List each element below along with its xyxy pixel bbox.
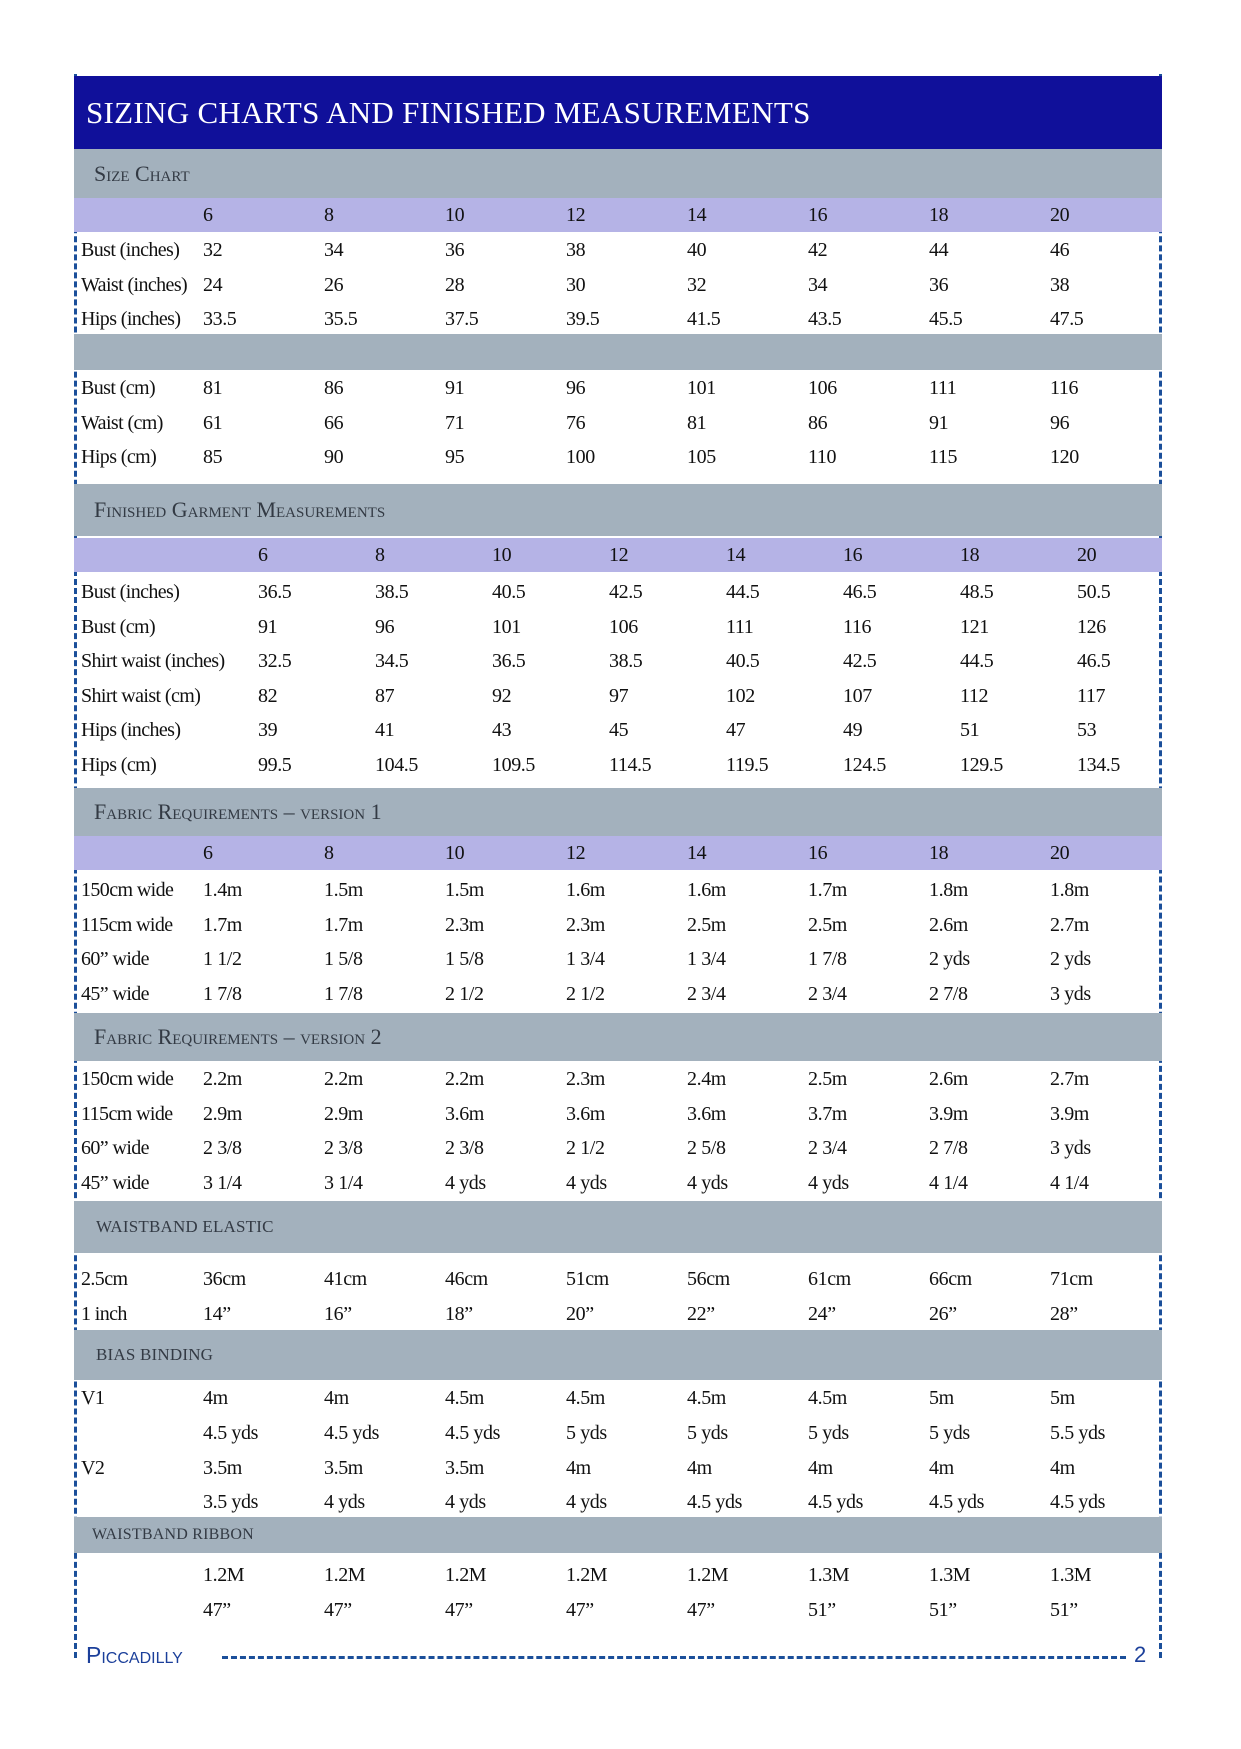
bias-binding-row-cell: 4.5m (445, 1387, 484, 1409)
finished-row-cell: 124.5 (843, 754, 887, 776)
bias-binding-row-cell: 5.5 yds (1050, 1421, 1105, 1444)
bias-binding-row-cell: 4.5 yds (929, 1491, 984, 1514)
waistband-ribbon-row-cell: 51” (808, 1598, 836, 1621)
bias-binding-row-cell: 5m (1050, 1387, 1075, 1409)
fabric-v1-row-cell: 2 1/2 (445, 982, 484, 1005)
fabric-v2-row-cell: 4 yds (566, 1171, 607, 1194)
size-chart-row-cell: 32 (203, 239, 223, 261)
bias-binding-row-cell: 4.5 yds (687, 1491, 742, 1514)
footer-brand: Piccadilly (86, 1642, 183, 1668)
fabric-v1-row-cell: 2.5m (687, 913, 726, 936)
fabric-v1-row-cell: 2 yds (929, 948, 970, 970)
size-chart-row-cell: 45.5 (929, 308, 963, 330)
fabric-v2-row-cell: 2.9m (324, 1102, 363, 1125)
size-chart-row-cell: 38 (566, 239, 586, 261)
bias-binding-row-cell: 4m (1050, 1456, 1075, 1479)
finished-row-cell: 38.5 (375, 581, 409, 603)
finished-row-cell: 111 (726, 615, 754, 638)
waistband-elastic-row-cell: 18” (445, 1302, 473, 1325)
size-header-cell: 18 (929, 842, 949, 864)
fabric-v2-row-cell: 2.5m (808, 1068, 847, 1090)
size-header-cell: 10 (445, 204, 465, 226)
waistband-elastic-row-cell: 26” (929, 1302, 957, 1325)
size-header-cell: 18 (960, 544, 980, 566)
waistband-ribbon-row-cell: 51” (929, 1598, 957, 1621)
finished-row-cell: 97 (609, 684, 629, 707)
size-chart-row-cell: 106 (808, 377, 837, 399)
finished-row-cell: 46.5 (843, 581, 877, 603)
fabric-v2-row-label: 150cm wide (81, 1068, 174, 1090)
size-header-cell: 6 (203, 842, 213, 864)
section-fabric-v1: Fabric Requirements – version 1 (74, 788, 1162, 836)
finished-row-cell: 44.5 (960, 650, 994, 673)
size-chart-row-cell: 95 (445, 446, 465, 468)
section-waistband-ribbon: WAISTBAND RIBBON (74, 1517, 1162, 1553)
fabric-v1-row-cell: 2.5m (808, 913, 847, 936)
waistband-ribbon-row-cell: 1.3M (929, 1564, 971, 1586)
size-chart-row-cell: 71 (445, 411, 465, 434)
bias-binding-row-cell: 4m (808, 1456, 833, 1479)
bias-binding-row-cell: 4m (929, 1456, 954, 1479)
fabric-v2-row-cell: 2.9m (203, 1102, 242, 1125)
finished-row-cell: 47 (726, 719, 746, 742)
size-chart-row-cell: 111 (929, 377, 957, 399)
fabric-v2-row-cell: 2 1/2 (566, 1137, 605, 1159)
finished-row-cell: 102 (726, 684, 755, 707)
fabric-v1-row-cell: 1.7m (324, 913, 363, 936)
size-header-cell: 12 (609, 544, 629, 566)
section-finished-measurements: Finished Garment Measurements (74, 484, 1162, 536)
finished-row-cell: 34.5 (375, 650, 409, 673)
bias-binding-row-cell: 4.5 yds (1050, 1491, 1105, 1514)
size-chart-row-cell: 120 (1050, 446, 1079, 468)
waistband-elastic-row-label: 1 inch (81, 1302, 127, 1325)
fabric-v2-row-cell: 4 yds (808, 1171, 849, 1194)
fabric-v1-row-cell: 2 3/4 (808, 982, 847, 1005)
finished-row-cell: 46.5 (1077, 650, 1111, 673)
size-chart-row-cell: 85 (203, 446, 223, 468)
bias-binding-row-cell: 5 yds (566, 1421, 607, 1444)
size-chart-row-cell: 26 (324, 273, 344, 296)
size-header-cell: 12 (566, 204, 586, 226)
finished-row-cell: 119.5 (726, 754, 769, 776)
bias-binding-row-cell: 5 yds (929, 1421, 970, 1444)
section-fabric-v2: Fabric Requirements – version 2 (74, 1013, 1162, 1061)
bias-binding-row-cell: 4m (566, 1456, 591, 1479)
size-chart-row-cell: 76 (566, 411, 586, 434)
size-chart-row-cell: 81 (203, 377, 223, 399)
size-chart-row-label: Bust (inches) (81, 239, 180, 261)
fabric-v1-row-cell: 2 yds (1050, 948, 1091, 970)
bias-binding-row-cell: 5 yds (687, 1421, 728, 1444)
bias-binding-row-cell: 4 yds (445, 1491, 486, 1514)
section-waistband-elastic: WAISTBAND ELASTIC (74, 1201, 1162, 1253)
finished-row-cell: 53 (1077, 719, 1097, 742)
size-chart-row-cell: 86 (324, 377, 344, 399)
bias-binding-row-cell: 4.5 yds (808, 1491, 863, 1514)
size-header-cell: 20 (1050, 204, 1070, 226)
size-chart-row-cell: 96 (566, 377, 586, 399)
finished-row-cell: 117 (1077, 684, 1106, 707)
fabric-v1-row-label: 115cm wide (81, 913, 173, 936)
fabric-v1-row-label: 60” wide (81, 948, 149, 970)
finished-row-cell: 42.5 (609, 581, 643, 603)
fabric-v2-row-cell: 3 1/4 (324, 1171, 363, 1194)
bias-binding-row-cell: 4.5 yds (445, 1421, 500, 1444)
waistband-elastic-row-cell: 28” (1050, 1302, 1078, 1325)
fabric-v1-row-cell: 2.3m (566, 913, 605, 936)
section-bias-binding: BIAS BINDING (74, 1330, 1162, 1380)
size-chart-header (74, 198, 1162, 232)
finished-row-cell: 92 (492, 684, 512, 707)
fabric-v2-row-cell: 2.2m (203, 1068, 242, 1090)
fabric-v2-row-cell: 2.4m (687, 1068, 726, 1090)
fabric-v1-row-cell: 1.6m (566, 879, 605, 901)
finished-row-cell: 134.5 (1077, 754, 1121, 776)
finished-row-cell: 44.5 (726, 581, 760, 603)
fabric-v1-row-cell: 1.4m (203, 879, 242, 901)
finished-row-cell: 38.5 (609, 650, 643, 673)
waistband-ribbon-row-cell: 1.2M (687, 1564, 729, 1586)
size-header-cell: 14 (687, 204, 707, 226)
size-chart-row-cell: 34 (808, 273, 828, 296)
bias-binding-row-cell: 3.5m (445, 1456, 484, 1479)
fabric-v2-row-cell: 4 yds (687, 1171, 728, 1194)
page-title: SIZING CHARTS AND FINISHED MEASUREMENTS (74, 76, 1162, 149)
size-chart-row-cell: 100 (566, 446, 595, 468)
size-chart-row-cell: 101 (687, 377, 716, 399)
finished-row-cell: 42.5 (843, 650, 877, 673)
size-chart-row-cell: 110 (808, 446, 837, 468)
size-chart-row-cell: 41.5 (687, 308, 721, 330)
bias-binding-row-cell: 5 yds (808, 1421, 849, 1444)
finished-row-cell: 36.5 (258, 581, 292, 603)
finished-row-cell: 36.5 (492, 650, 526, 673)
waistband-ribbon-row-cell: 1.3M (808, 1564, 850, 1586)
size-header-cell: 14 (726, 544, 746, 566)
fabric-v2-row-cell: 4 yds (445, 1171, 486, 1194)
size-header-cell: 6 (203, 204, 213, 226)
finished-row-cell: 114.5 (609, 754, 652, 776)
fabric-v1-row-cell: 1.7m (808, 879, 847, 901)
size-chart-row-cell: 32 (687, 273, 707, 296)
finished-row-cell: 101 (492, 615, 521, 638)
size-chart-row-cell: 39.5 (566, 308, 600, 330)
size-chart-row-cell: 38 (1050, 273, 1070, 296)
finished-row-cell: 129.5 (960, 754, 1004, 776)
fabric-v2-row-cell: 2 3/4 (808, 1137, 847, 1159)
finished-row-label: Bust (inches) (81, 581, 180, 603)
fabric-v2-row-cell: 4 1/4 (1050, 1171, 1089, 1194)
size-header-cell: 12 (566, 842, 586, 864)
waistband-elastic-row-cell: 61cm (808, 1268, 851, 1290)
waistband-elastic-row-cell: 14” (203, 1302, 231, 1325)
size-chart-row-cell: 91 (929, 411, 949, 434)
finished-row-cell: 32.5 (258, 650, 292, 673)
size-header-cell: 6 (258, 544, 268, 566)
size-chart-row-label: Waist (inches) (81, 273, 188, 296)
finished-row-cell: 43 (492, 719, 512, 742)
bias-binding-row-cell: 4.5m (808, 1387, 847, 1409)
footer-dashed-rule (222, 1656, 1126, 1659)
bias-binding-row-cell: 4.5m (566, 1387, 605, 1409)
fabric-v1-row-cell: 2.6m (929, 913, 968, 936)
finished-row-cell: 116 (843, 615, 872, 638)
fabric-v1-row-cell: 2 1/2 (566, 982, 605, 1005)
fabric-v2-row-cell: 2 3/8 (203, 1137, 242, 1159)
finished-row-cell: 40.5 (492, 581, 526, 603)
fabric-v2-row-cell: 2 7/8 (929, 1137, 968, 1159)
size-chart-row-cell: 96 (1050, 411, 1070, 434)
waistband-ribbon-row-cell: 1.2M (203, 1564, 245, 1586)
fabric-v1-row-cell: 2.3m (445, 913, 484, 936)
fabric-v1-row-cell: 2.7m (1050, 913, 1089, 936)
size-chart-row-cell: 86 (808, 411, 828, 434)
fabric-v1-row-cell: 1.6m (687, 879, 726, 901)
size-header-cell: 18 (929, 204, 949, 226)
fabric-v1-row-label: 150cm wide (81, 879, 174, 901)
fabric-v2-row-cell: 2.3m (566, 1068, 605, 1090)
waistband-elastic-row-cell: 41cm (324, 1268, 367, 1290)
waistband-elastic-row-label: 2.5cm (81, 1268, 128, 1290)
bias-binding-row-cell: 4.5 yds (203, 1421, 258, 1444)
finished-row-cell: 82 (258, 684, 278, 707)
size-header-cell: 20 (1050, 842, 1070, 864)
fabric-v1-row-cell: 1.7m (203, 913, 242, 936)
size-chart-row-cell: 37.5 (445, 308, 479, 330)
page-number: 2 (1134, 1642, 1147, 1667)
fabric-v1-row-cell: 1 7/8 (203, 982, 242, 1005)
bias-binding-row-cell: 3.5 yds (203, 1491, 258, 1514)
fabric-v2-row-cell: 3.9m (929, 1102, 968, 1125)
waistband-elastic-row-cell: 46cm (445, 1268, 488, 1290)
fabric-v1-row-cell: 1.5m (445, 879, 484, 901)
finished-row-cell: 91 (258, 615, 278, 638)
fabric-v2-row-cell: 2 3/8 (324, 1137, 363, 1159)
size-chart-row-cell: 61 (203, 411, 223, 434)
size-header-cell: 16 (808, 842, 828, 864)
bias-binding-row-cell: 4.5 yds (324, 1421, 379, 1444)
waistband-elastic-row-cell: 24” (808, 1302, 836, 1325)
fabric-v1-row-cell: 3 yds (1050, 982, 1091, 1005)
bias-binding-row-cell: 4 yds (324, 1491, 365, 1514)
fabric-v1-row-label: 45” wide (81, 982, 149, 1005)
size-chart-row-cell: 28 (445, 273, 465, 296)
size-chart-row-cell: 44 (929, 239, 949, 261)
fabric-v2-row-cell: 4 1/4 (929, 1171, 968, 1194)
fabric-v1-header (74, 836, 1162, 870)
size-header-cell: 10 (492, 544, 512, 566)
size-chart-row-cell: 24 (203, 273, 223, 296)
bias-binding-row-cell: 4 yds (566, 1491, 607, 1514)
waistband-elastic-row-cell: 22” (687, 1302, 715, 1325)
bias-binding-row-cell: 3.5m (324, 1456, 363, 1479)
fabric-v1-row-cell: 2 3/4 (687, 982, 726, 1005)
fabric-v2-row-cell: 2 3/8 (445, 1137, 484, 1159)
waistband-ribbon-row-cell: 47” (445, 1598, 473, 1621)
fabric-v2-row-cell: 3.6m (566, 1102, 605, 1125)
waistband-elastic-row-cell: 16” (324, 1302, 352, 1325)
size-header-cell: 16 (843, 544, 863, 566)
waistband-ribbon-row-cell: 47” (687, 1598, 715, 1621)
fabric-v1-row-cell: 1.5m (324, 879, 363, 901)
size-chart-row-label: Hips (inches) (81, 308, 181, 330)
fabric-v2-row-label: 115cm wide (81, 1102, 173, 1125)
size-chart-row-cell: 42 (808, 239, 828, 261)
fabric-v2-row-label: 45” wide (81, 1171, 149, 1194)
finished-row-cell: 96 (375, 615, 395, 638)
fabric-v2-row-cell: 2.7m (1050, 1068, 1089, 1090)
finished-row-label: Shirt waist (cm) (81, 684, 201, 707)
bias-binding-row-cell: 3.5m (203, 1456, 242, 1479)
fabric-v1-row-cell: 1 1/2 (203, 948, 242, 970)
size-chart-row-cell: 116 (1050, 377, 1079, 399)
fabric-v2-row-cell: 3.9m (1050, 1102, 1089, 1125)
fabric-v1-row-cell: 1 5/8 (324, 948, 363, 970)
finished-row-cell: 45 (609, 719, 629, 742)
fabric-v1-row-cell: 1 5/8 (445, 948, 484, 970)
fabric-v2-row-cell: 2.2m (445, 1068, 484, 1090)
finished-row-label: Shirt waist (inches) (81, 650, 225, 673)
size-chart-row-cell: 36 (929, 273, 949, 296)
size-header-cell: 20 (1077, 544, 1097, 566)
size-header-cell: 14 (687, 842, 707, 864)
fabric-v2-row-cell: 2.6m (929, 1068, 968, 1090)
size-chart-row-cell: 30 (566, 273, 586, 296)
finished-row-cell: 40.5 (726, 650, 760, 673)
fabric-v2-row-cell: 3 yds (1050, 1137, 1091, 1159)
bias-binding-row-cell: 5m (929, 1387, 954, 1409)
size-chart-row-cell: 66 (324, 411, 344, 434)
bias-binding-row-cell: 4m (687, 1456, 712, 1479)
finished-row-cell: 109.5 (492, 754, 536, 776)
waistband-elastic-row-cell: 71cm (1050, 1268, 1093, 1290)
fabric-v1-row-cell: 1.8m (1050, 879, 1089, 901)
fabric-v1-row-cell: 1 3/4 (687, 948, 726, 970)
size-chart-row-cell: 43.5 (808, 308, 842, 330)
finished-row-cell: 104.5 (375, 754, 419, 776)
size-chart-divider (74, 334, 1162, 370)
waistband-ribbon-row-cell: 47” (324, 1598, 352, 1621)
finished-row-cell: 107 (843, 684, 872, 707)
fabric-v2-row-cell: 3.6m (687, 1102, 726, 1125)
size-chart-row-cell: 36 (445, 239, 465, 261)
finished-row-cell: 39 (258, 719, 278, 742)
waistband-ribbon-row-cell: 47” (203, 1598, 231, 1621)
size-chart-row-cell: 34 (324, 239, 344, 261)
finished-row-cell: 112 (960, 684, 989, 707)
size-chart-row-cell: 90 (324, 446, 344, 468)
bias-binding-row-cell: 4.5m (687, 1387, 726, 1409)
size-header-cell: 8 (324, 842, 334, 864)
finished-row-cell: 121 (960, 615, 989, 638)
finished-row-cell: 49 (843, 719, 863, 742)
fabric-v1-row-cell: 2 7/8 (929, 982, 968, 1005)
bias-binding-row-cell: 4m (324, 1387, 349, 1409)
finished-row-cell: 87 (375, 684, 395, 707)
size-chart-row-cell: 46 (1050, 239, 1070, 261)
finished-row-label: Hips (cm) (81, 754, 157, 776)
bias-binding-row-cell: 4m (203, 1387, 228, 1409)
fabric-v2-row-cell: 3.7m (808, 1102, 847, 1125)
fabric-v1-row-cell: 1.8m (929, 879, 968, 901)
finished-row-cell: 50.5 (1077, 581, 1111, 603)
size-chart-row-cell: 91 (445, 377, 465, 399)
size-chart-row-label: Hips (cm) (81, 446, 157, 468)
waistband-ribbon-row-cell: 51” (1050, 1598, 1078, 1621)
waistband-ribbon-row-cell: 1.2M (324, 1564, 366, 1586)
finished-row-cell: 106 (609, 615, 638, 638)
section-size-chart: Size Chart (74, 149, 1162, 198)
waistband-ribbon-row-cell: 1.2M (445, 1564, 487, 1586)
waistband-elastic-row-cell: 36cm (203, 1268, 246, 1290)
finished-row-label: Bust (cm) (81, 615, 156, 638)
bias-binding-row-label: V1 (81, 1387, 105, 1409)
size-chart-row-cell: 105 (687, 446, 716, 468)
size-header-cell: 8 (324, 204, 334, 226)
fabric-v1-row-cell: 1 7/8 (808, 948, 847, 970)
size-header-cell: 8 (375, 544, 385, 566)
fabric-v2-row-cell: 3 1/4 (203, 1171, 242, 1194)
size-chart-row-cell: 40 (687, 239, 707, 261)
finished-row-cell: 126 (1077, 615, 1106, 638)
fabric-v2-row-cell: 2 5/8 (687, 1137, 726, 1159)
size-chart-row-label: Waist (cm) (81, 411, 163, 434)
waistband-ribbon-row-cell: 47” (566, 1598, 594, 1621)
waistband-elastic-row-cell: 66cm (929, 1268, 972, 1290)
waistband-elastic-row-cell: 51cm (566, 1268, 609, 1290)
finished-row-label: Hips (inches) (81, 719, 181, 742)
bias-binding-row-label: V2 (81, 1456, 105, 1479)
waistband-elastic-row-cell: 56cm (687, 1268, 730, 1290)
size-chart-row-cell: 81 (687, 411, 707, 434)
finished-row-cell: 99.5 (258, 754, 292, 776)
fabric-v2-row-label: 60” wide (81, 1137, 149, 1159)
size-header-cell: 10 (445, 842, 465, 864)
fabric-v1-row-cell: 1 3/4 (566, 948, 605, 970)
finished-row-cell: 48.5 (960, 581, 994, 603)
size-chart-row-cell: 33.5 (203, 308, 237, 330)
waistband-ribbon-row-cell: 1.3M (1050, 1564, 1092, 1586)
fabric-v1-row-cell: 1 7/8 (324, 982, 363, 1005)
fabric-v2-row-cell: 2.2m (324, 1068, 363, 1090)
size-chart-row-cell: 115 (929, 446, 958, 468)
size-chart-row-label: Bust (cm) (81, 377, 156, 399)
size-chart-row-cell: 35.5 (324, 308, 358, 330)
size-chart-row-cell: 47.5 (1050, 308, 1084, 330)
fabric-v2-row-cell: 3.6m (445, 1102, 484, 1125)
waistband-elastic-row-cell: 20” (566, 1302, 594, 1325)
size-header-cell: 16 (808, 204, 828, 226)
waistband-ribbon-row-cell: 1.2M (566, 1564, 608, 1586)
finished-row-cell: 41 (375, 719, 395, 742)
finished-row-cell: 51 (960, 719, 980, 742)
